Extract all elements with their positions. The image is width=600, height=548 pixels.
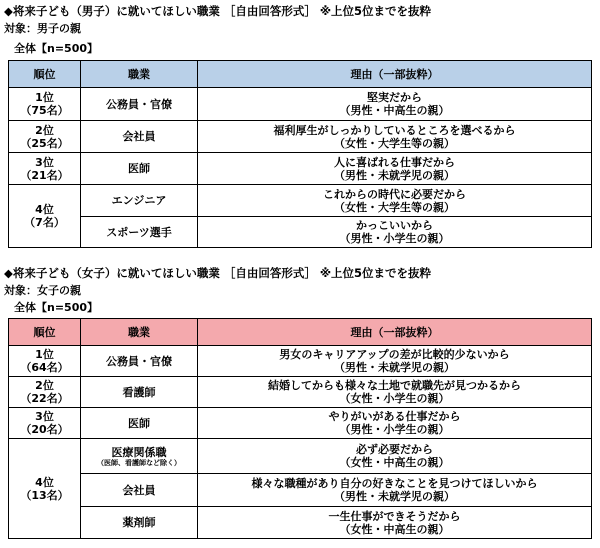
reason: 人に喜ばれる仕事だから bbox=[334, 155, 455, 169]
respondent: （男性・小学生の親） bbox=[339, 423, 450, 436]
rank: 1位 bbox=[35, 91, 54, 104]
reason: やりがいがある仕事だから bbox=[328, 410, 461, 423]
table-row bbox=[9, 474, 592, 507]
respondent: （女性・中高生の親） bbox=[339, 522, 450, 536]
occupation: 医師 bbox=[81, 153, 198, 185]
respondent: （女性・大学生等の親） bbox=[334, 136, 455, 150]
boys-section-title: ◆将来子ども（男子）に就いてほしい職業 ［自由回答形式］ ※上位5位までを抜粋 bbox=[4, 4, 432, 18]
rank-header: 順位 bbox=[9, 61, 81, 88]
table-row bbox=[9, 88, 592, 121]
respondent: （女性・大学生等の親） bbox=[334, 200, 455, 214]
rank: 3位 bbox=[35, 155, 54, 169]
table-row bbox=[9, 346, 592, 377]
respondent: （女性・小学生の親） bbox=[339, 392, 450, 405]
girls-table bbox=[8, 318, 592, 539]
reason: 必ず必要だから bbox=[356, 443, 433, 456]
girls-target: 対象：女子の親 bbox=[4, 284, 81, 297]
occupation: スポーツ選手 bbox=[81, 217, 198, 248]
occupation: 会社員 bbox=[81, 474, 198, 507]
rank: 1位 bbox=[35, 348, 54, 361]
reason: 男女のキャリアアップの差が比較的少ないから bbox=[279, 348, 510, 361]
occupation: 薬剤師 bbox=[81, 507, 198, 539]
reason-header: 理由（一部抜粋） bbox=[198, 319, 592, 346]
reason: 堅実だから bbox=[367, 91, 422, 104]
reason: かっこいいから bbox=[356, 219, 433, 232]
rank-count: （25名） bbox=[20, 136, 69, 150]
rank-count: （13名） bbox=[20, 488, 69, 502]
rank: 4位 bbox=[35, 475, 54, 489]
reason: 様々な職種があり自分の好きなことを見つけてほしいから bbox=[251, 477, 538, 490]
boys-total: 全体【n=500】 bbox=[14, 42, 99, 55]
rank-count: （21名） bbox=[20, 168, 69, 182]
reason: 結婚してからも様々な土地で就職先が見つかるから bbox=[268, 379, 521, 392]
occupation: 看護師 bbox=[81, 377, 198, 408]
occupation: 医師 bbox=[81, 408, 198, 439]
rank-count: （22名） bbox=[20, 392, 69, 405]
respondent: （男性・小学生の親） bbox=[339, 232, 450, 245]
occupation-header: 職業 bbox=[81, 61, 198, 88]
table-row bbox=[9, 153, 592, 185]
respondent: （女性・中高生の親） bbox=[339, 456, 450, 469]
girls-header-row bbox=[9, 319, 592, 346]
boys-header-row bbox=[9, 61, 592, 88]
reason-header: 理由（一部抜粋） bbox=[198, 61, 592, 88]
respondent: （男性・中高生の親） bbox=[339, 104, 450, 117]
boys-table bbox=[8, 60, 592, 248]
rank: 4位 bbox=[35, 203, 54, 216]
rank: 2位 bbox=[35, 379, 54, 392]
boys-target: 対象：男子の親 bbox=[4, 22, 81, 35]
table-row bbox=[9, 439, 592, 474]
reason: これからの時代に必要だから bbox=[323, 187, 466, 201]
occupation-note: （医師、看護師など除く） bbox=[97, 458, 181, 467]
respondent: （男性・未就学児の親） bbox=[334, 361, 455, 374]
rank-count: （7名） bbox=[24, 216, 65, 229]
respondent: （男性・未就学児の親） bbox=[334, 490, 455, 503]
rank-count: （20名） bbox=[20, 423, 69, 436]
table-row bbox=[9, 185, 592, 217]
occupation: 会社員 bbox=[81, 121, 198, 153]
table-row bbox=[9, 507, 592, 539]
rank-count: （64名） bbox=[20, 361, 69, 374]
occupation: 医療関係職 bbox=[111, 445, 167, 459]
girls-total: 全体【n=500】 bbox=[14, 301, 99, 314]
occupation: エンジニア bbox=[81, 185, 198, 217]
rank-count: （75名） bbox=[20, 104, 69, 117]
reason: 一生仕事ができそうだから bbox=[328, 509, 461, 523]
occupation: 公務員・官僚 bbox=[81, 346, 198, 377]
table-row bbox=[9, 377, 592, 408]
occupation-header: 職業 bbox=[81, 319, 198, 346]
girls-section-title: ◆将来子ども（女子）に就いてほしい職業 ［自由回答形式］ ※上位5位までを抜粋 bbox=[4, 266, 432, 280]
reason: 福利厚生がしっかりしているところを選べるから bbox=[273, 123, 516, 137]
rank: 2位 bbox=[35, 123, 54, 137]
respondent: （男性・未就学児の親） bbox=[334, 168, 455, 182]
rank: 3位 bbox=[35, 410, 54, 423]
rank-header: 順位 bbox=[9, 319, 81, 346]
table-row bbox=[9, 217, 592, 248]
table-row bbox=[9, 408, 592, 439]
occupation: 公務員・官僚 bbox=[81, 88, 198, 121]
table-row bbox=[9, 121, 592, 153]
